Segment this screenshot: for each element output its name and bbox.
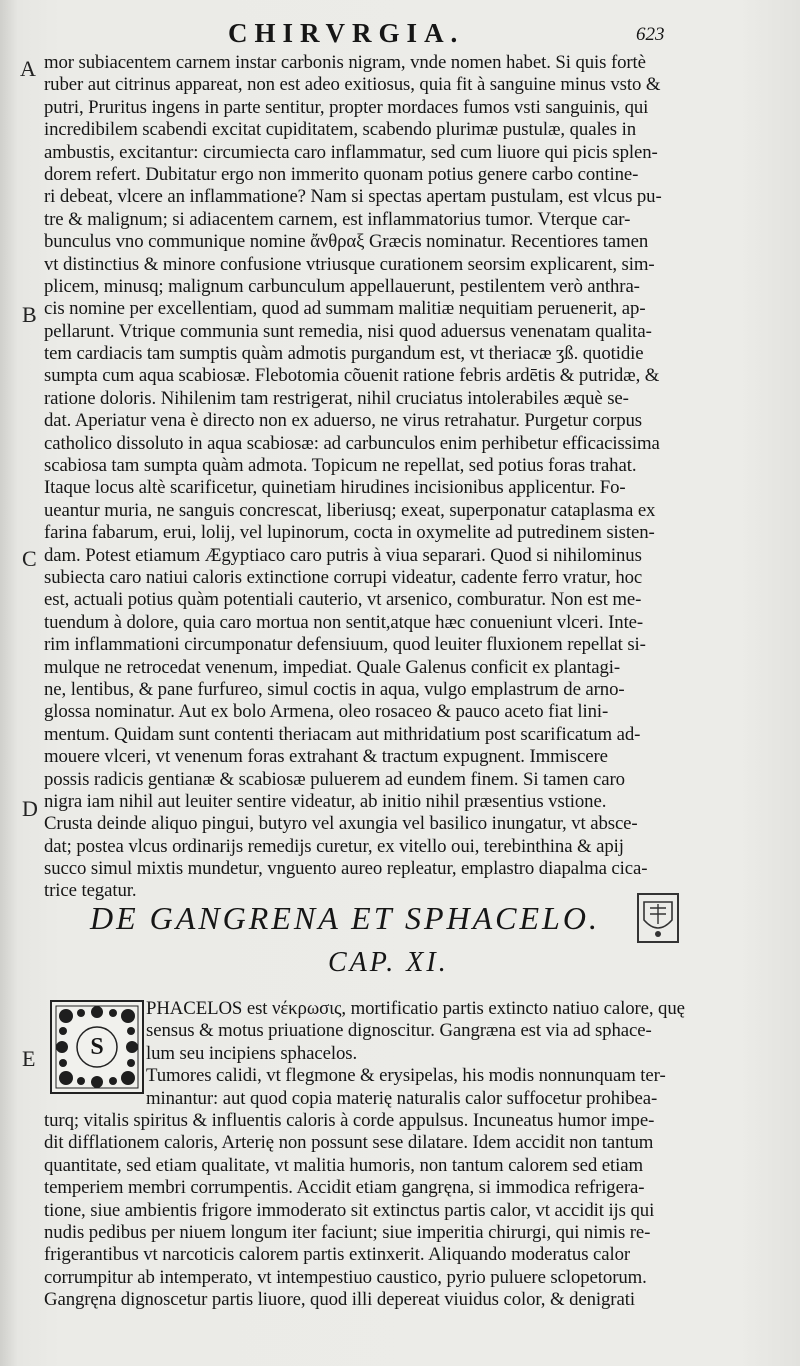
text-line: sensus & motus priuatione dignoscitur. Gangræna est via ad sphace- [146, 1020, 652, 1042]
body-text-bottom [44, 998, 792, 1311]
margin-marker-e: E [22, 1046, 36, 1071]
text-line: catholico dissoluto in aqua scabiosæ: ad carbunculos enim perhibetur efficacissima [44, 432, 660, 454]
text-line: quantitate, sed etiam qualitate, vt malitia humoris, non tantum calorem sed etiam [44, 1154, 643, 1176]
text-line: dat; postea vlcus ordinarijs remedijs curetur, ex vitello oui, terebinthina & apij [44, 835, 624, 857]
text-line: ratione doloris. Nihilenim tam restrigerat, nihil cruciatus intolerabiles æquè se- [44, 387, 629, 409]
text-line: rim inflammationi circumponatur defensiuum, quod leuiter fluxionem repellat si- [44, 634, 646, 656]
text-line: mulque ne retrocedat venenum, impediat. Quale Galenus conficit ex plantagi- [44, 656, 621, 678]
text-line: Crusta deinde aliquo pingui, butyro vel axungia vel basilico inungatur, vt absce- [44, 813, 638, 835]
text-line: ri debeat, vlcere an inflammatione? Nam si spectas apertam pustulam, est vlcus pu- [44, 186, 662, 208]
text-line: PHACELOS est νέκρωσις, mortificatio partis extincto natiuo calore, quę [146, 998, 685, 1019]
text-line: frigerantibus vt narcoticis calorem partis extinxerit. Aliquando moderatus calor [44, 1244, 631, 1266]
text-line: pellarunt. Vtrique communia sunt remedia, nisi quod aduersus venenatam qualita- [44, 320, 652, 342]
margin-marker-d: D [22, 796, 38, 821]
text-line: tem cardiacis tam sumptis quàm admotis purgandum est, vt theriacæ ʒß. quotidie [44, 343, 644, 365]
text-line: minantur: aut quod copia materię naturalis calor suffocetur prohibea- [146, 1087, 658, 1109]
text-line: mor subiacentem carnem instar carbonis nigram, vnde nomen habet. Si quis fortè [44, 52, 646, 73]
body-text-top [44, 52, 792, 903]
text-line: ne, lentibus, & pane furfureo, simul coctis in aqua, vulgo emplastrum de arno- [44, 678, 625, 700]
text-line: incredibilem scabendi excitat cupiditatem, scabendo plurimæ pustulæ, quales in [44, 119, 637, 141]
text-line: putri, Pruritus ingens in parte sentitur, propter mordaces fumos vsti sanguinis, qui [44, 96, 649, 118]
text-line: temperiem membri corrumpentis. Accidit etiam gangręna, si immodica refrigera- [44, 1177, 645, 1199]
text-line: ueantur muria, ne sanguis concrescat, liberiusq; exeat, superponatur cataplasma ex [44, 499, 656, 521]
margin-marker-c: C [22, 546, 37, 571]
text-line: Itaque locus altè scarificetur, quinetiam hirudines incisionibus applicentur. Fo- [44, 477, 626, 499]
text-line: ruber aut citrinus appareat, non est adeo exitiosus, quia fit à sanguine minus vsto & [44, 74, 661, 96]
text-line: vt distinctius & minore confusione vtriusque curationem seorsim explicarent, sim- [44, 253, 655, 275]
margin-marker-b: B [22, 302, 37, 327]
text-line: trice tegatur. [44, 880, 137, 902]
text-line: mouere vlceri, vt venenum foras extrahant & tractum expugnent. Immiscere [44, 746, 608, 768]
text-line: scabiosa tam sumpta quàm admota. Topicum ne repellat, sed potius foras trahat. [44, 455, 637, 477]
text-line: mentum. Quidam sunt contenti theriacam aut mithridatium post scarificatum ad- [44, 723, 641, 745]
text-line: turq; vitalis spiritus & influentis caloris à corde appulsus. Incuneatus humor impe- [44, 1109, 655, 1131]
text-line: Tumores calidi, vt flegmone & erysipelas, his modis nonnunquam ter- [146, 1065, 666, 1087]
text-line: plicem, minusq; malignum carbunculum appellauerunt, pestilentem verò anthra- [44, 275, 640, 297]
margin-marker-a: A [20, 56, 36, 81]
initial-letter: S [90, 1033, 104, 1060]
text-line: bunculus vno communique nomine ἄνθραξ Græcis nominatur. Recentiores tamen [44, 231, 649, 253]
text-line: dit difflationem caloris, Arterię non possunt sese dilatare. Idem accidit non tantum [44, 1132, 654, 1154]
text-line: succo simul mixtis mundetur, vnguento aureo repleatur, emplastro diapalma cica- [44, 858, 648, 880]
text-line: ambustis, excitantur: circumiecta caro inflammatur, sed cum liuore qui picis splen- [44, 141, 658, 163]
text-line: tre & malignum; si adiacentem carnem, est inflammatorius tumor. Vterque car- [44, 208, 631, 230]
section-heading: DE GANGRENA ET SPHACELO. [90, 900, 600, 936]
text-line: farina fabarum, erui, lolij, vel lupinorum, cocta in oxymelite ad putredinem sisten- [44, 522, 655, 544]
text-line: possis radicis gentianæ & scabiosæ puluerem ad eundem finem. Si tamen caro [44, 768, 625, 790]
printer-crest-icon [636, 892, 680, 944]
text-line: glossa nominatur. Aut ex bolo Armena, oleo rosaceo & pauco aceto fiat lini- [44, 701, 609, 723]
text-line: corrumpitur ab intemperato, vt intempestiuo caustico, pyrio puluere sclopetorum. [44, 1266, 647, 1288]
text-line: sumpta cum aqua scabiosæ. Flebotomia cõuenit ratione febris ardētis & putridæ, & [44, 365, 660, 387]
page-number: 623 [636, 24, 665, 45]
text-line: dorem refert. Dubitatur ergo non immerito quonam potius genere carbo contine- [44, 163, 639, 185]
text-line: dat. Aperiatur vena è directo non ex aduerso, ne virus retrahatur. Purgetur corpus [44, 410, 642, 432]
text-line: cis nomine per excellentiam, quod ad summam malitiæ nequitiam peruenerit, ap- [44, 298, 646, 320]
text-line: dam. Potest etiamum Ægyptiaco caro putris à viua separari. Quod si nihilominus [44, 544, 642, 566]
running-title: CHIRVRGIA. [228, 18, 465, 48]
text-line: tione, siue ambientis frigore immoderato sit extinctus partis calor, vt accidit ijs qui [44, 1199, 655, 1221]
text-line: Gangręna dignoscetur partis liuore, quod illi depereat viuidus color, & denigrati [44, 1289, 635, 1311]
text-line: subiecta caro natiui caloris extinctione corrupi videatur, cadente ferro vratur, hoc [44, 566, 643, 588]
text-line: nigra iam nihil aut leuiter sentire videatur, ab initio nihil præsentius vstione. [44, 790, 607, 812]
text-line: lum seu incipiens sphacelos. [146, 1042, 358, 1064]
text-line: tuendum à dolore, quia caro mortua non sentit,atque hæc conueniunt vlceri. Inte- [44, 611, 644, 633]
text-line: est, actuali potius quàm potentiali cauterio, vt arsenico, comburatur. Non est me- [44, 589, 642, 611]
running-head [0, 14, 800, 50]
chapter-heading: CAP. XI. [328, 947, 449, 978]
text-line: nudis pedibus per niuem longum iter faciunt; siue imperitia chirurgi, qui nimis re- [44, 1221, 651, 1243]
